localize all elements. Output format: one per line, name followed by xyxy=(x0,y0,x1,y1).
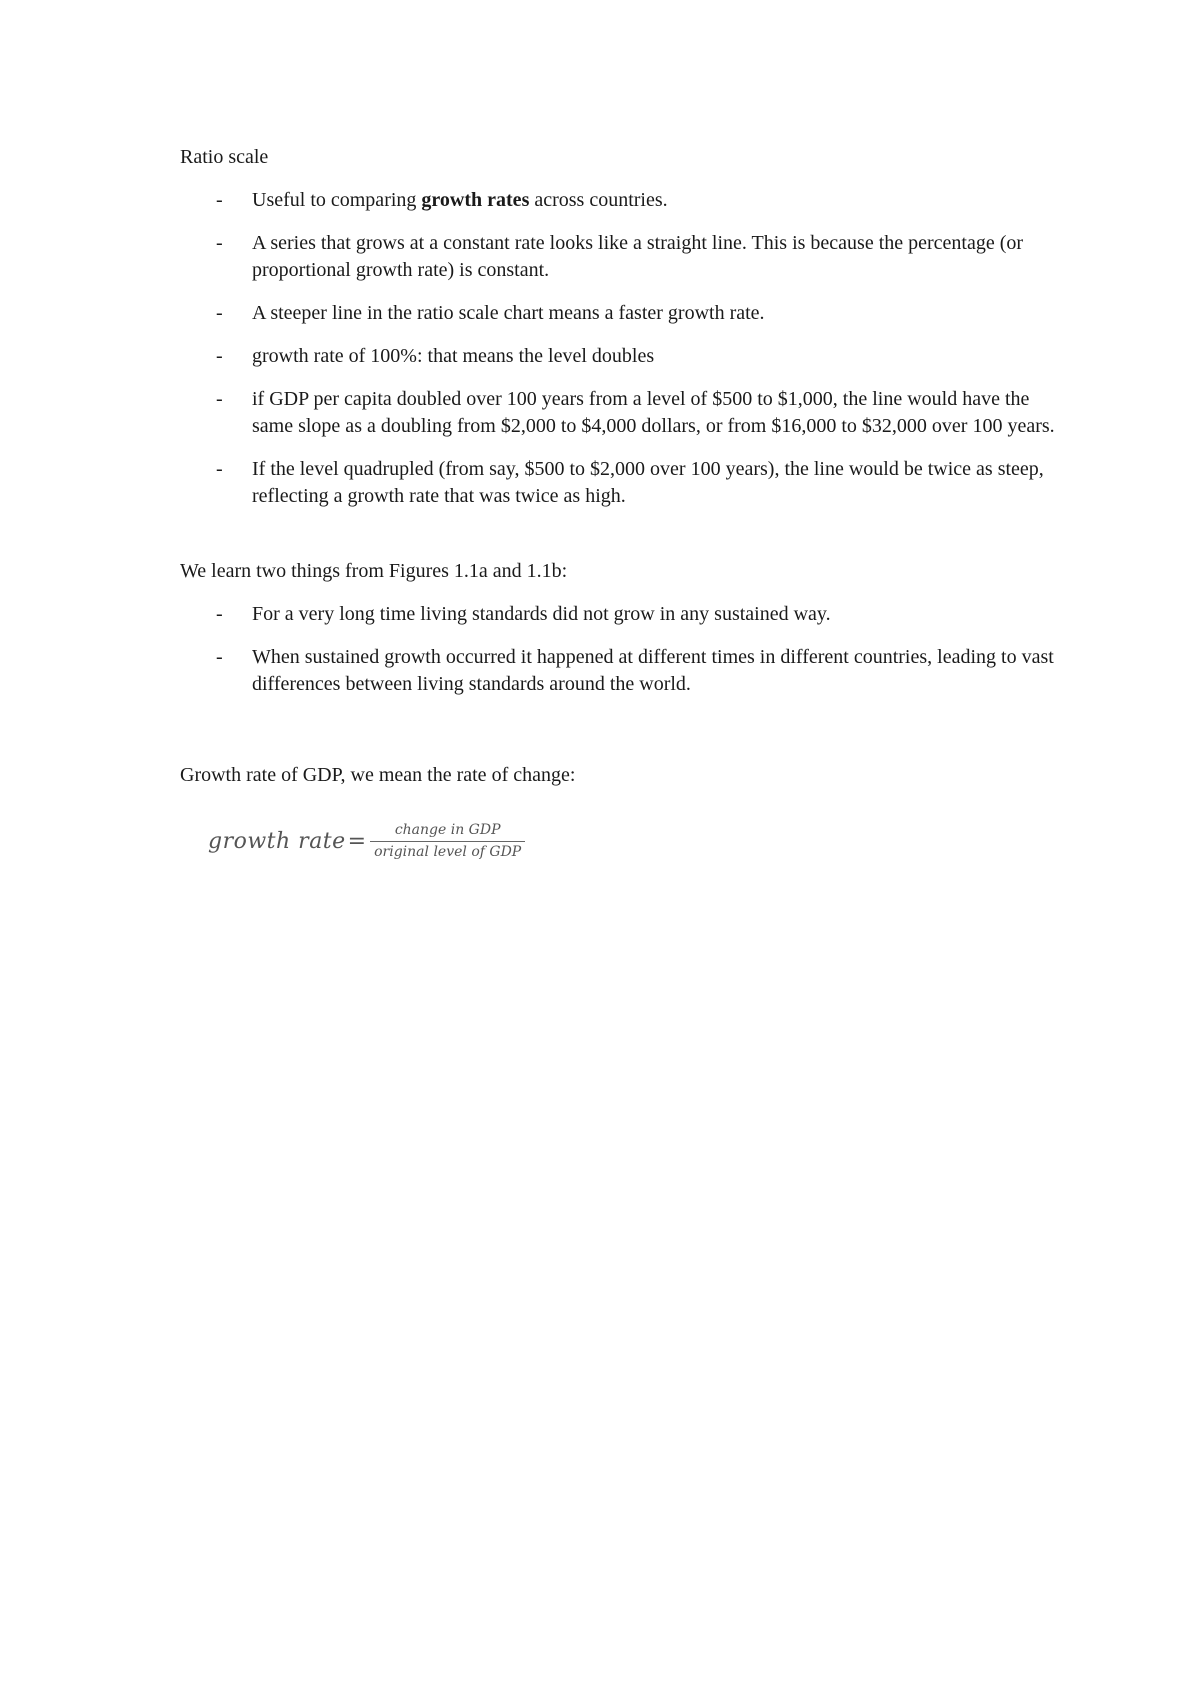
figures-intro-paragraph: We learn two things from Figures 1.1a and 1.1b: xyxy=(180,560,568,582)
bullet-text: If the level quadrupled (from say, $500 to $2,000 over 100 years), the line would be twice as steep, reflecting a growth rate that was twice as high. xyxy=(252,458,1044,507)
list-item xyxy=(180,386,1060,440)
bullet-dash: - xyxy=(216,232,223,254)
section-heading-ratio-scale: Ratio scale xyxy=(180,146,269,168)
bullet-text-post: across countries. xyxy=(529,189,668,211)
bullet-text-bold: growth rates xyxy=(421,189,530,211)
figures-bullet-list xyxy=(180,601,1060,714)
list-item xyxy=(180,230,1060,284)
formula-fraction xyxy=(370,822,525,861)
list-item xyxy=(180,187,1060,214)
bullet-dash: - xyxy=(216,458,223,480)
formula-numerator: change in GDP xyxy=(394,822,501,838)
bullet-text: For a very long time living standards did not grow in any sustained way. xyxy=(252,603,831,625)
bullet-dash: - xyxy=(216,345,223,367)
formula-lhs: growth rate xyxy=(208,829,346,854)
growth-rate-formula xyxy=(208,822,525,861)
formula-denominator: original level of GDP xyxy=(374,844,522,860)
list-item xyxy=(180,644,1060,698)
list-item xyxy=(180,343,1060,370)
bullet-text: A series that grows at a constant rate looks like a straight line. This is because the percentage (or proportional growth rate) is constant. xyxy=(252,232,1024,281)
list-item xyxy=(180,456,1060,510)
bullet-dash: - xyxy=(216,603,223,625)
bullet-text: When sustained growth occurred it happened at different times in different countries, leading to vast differences between living standards around the world. xyxy=(252,646,1054,695)
formula-equals: = xyxy=(347,829,367,854)
bullet-text: if GDP per capita doubled over 100 years from a level of $500 to $1,000, the line would have the same slope as a doubling from $2,000 to $4,000 dollars, or from $16,000 to $32,000 over 100 years. xyxy=(252,388,1055,437)
bullet-dash: - xyxy=(216,189,223,211)
bullet-dash: - xyxy=(216,646,223,668)
ratio-scale-bullet-list xyxy=(180,187,1060,526)
list-item xyxy=(180,601,1060,628)
list-item xyxy=(180,300,1060,327)
bullet-text: A steeper line in the ratio scale chart means a faster growth rate. xyxy=(252,302,765,324)
bullet-text: growth rate of 100%: that means the level doubles xyxy=(252,345,655,367)
bullet-dash: - xyxy=(216,388,223,410)
bullet-text-pre: Useful to comparing xyxy=(252,189,422,211)
growth-rate-intro-paragraph: Growth rate of GDP, we mean the rate of change: xyxy=(180,764,576,786)
bullet-dash: - xyxy=(216,302,223,324)
